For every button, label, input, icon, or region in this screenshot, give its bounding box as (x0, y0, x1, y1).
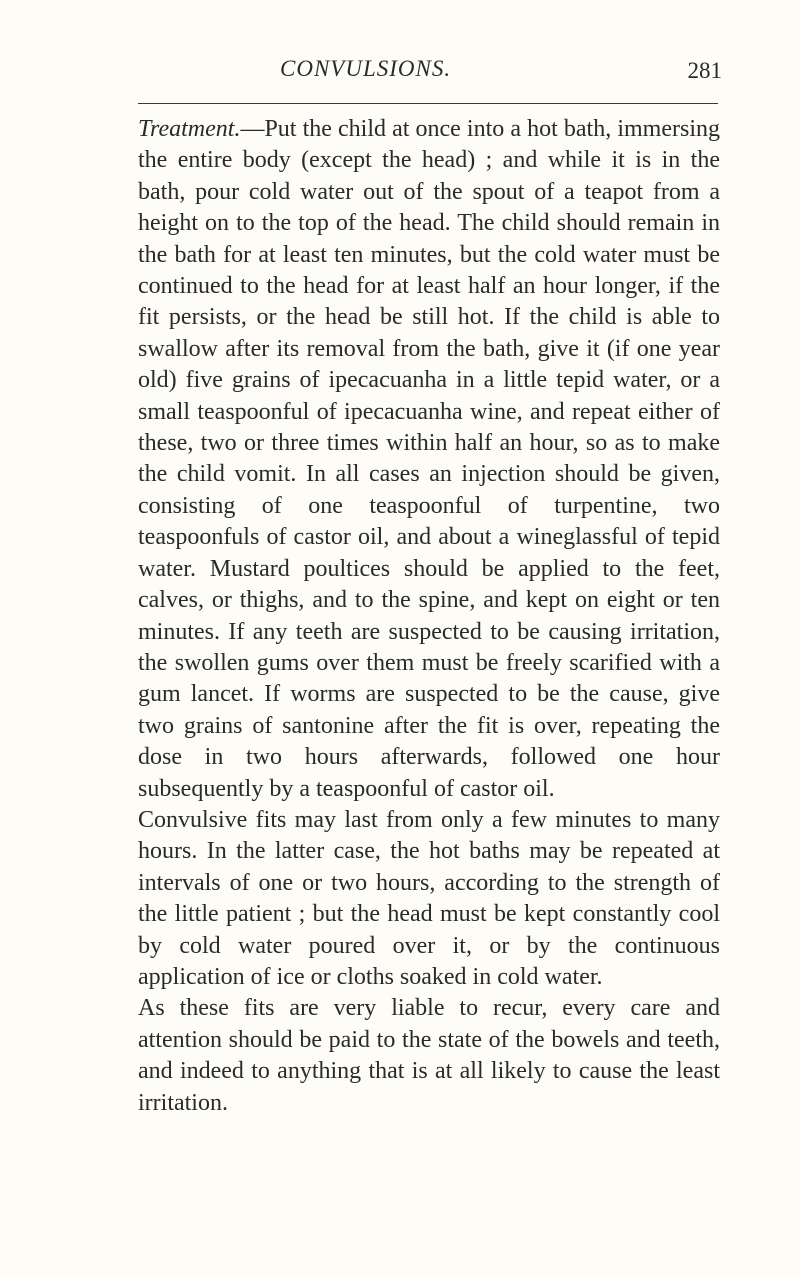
paragraph-text: —Put the child at once into a hot bath, immersing the entire body (except the head) ; and while it is in the bath, pour cold water out of the spout of a teapot from a height on to the top of the head. The child should remain in the bath for at least ten minutes, but the cold water must be continued to the head for at least half an hour longer, if the fit persists, or the head be still hot. If the child is able to swallow after its removal from the bath, give it (if one year old) five grains of ipecacuanha in a little tepid water, or a small teaspoonful of ipecacuanha wine, and repeat either of these, two or three times within half an hour, so as to make the child vomit. In all cases an injection should be given, consisting of one teaspoonful of turpentine, two teaspoonfuls of castor oil, and about a wineglassful of tepid water. Mustard poultices should be applied to the feet, calves, or thighs, and to the spine, and kept on eight or ten minutes. If any teeth are suspected to be causing irritation, the swollen gums over them must be freely scarified with a gum lancet. If worms are suspected to be the cause, give two grains of santonine after the fit is over, repeating the dose in two hours afterwards, followed one hour subsequently by a teaspoonful of castor oil. (138, 116, 720, 802)
paragraph-recurrence (138, 993, 720, 1119)
running-head (280, 56, 740, 92)
paragraph-treatment (138, 114, 720, 805)
paragraph-lead: Treatment. (138, 116, 241, 142)
paragraph-text: As these fits are very liable to recur, every care and attention should be paid to the state of the bowels and teeth, and indeed to anything that is at all likely to cause the least irritation. (138, 995, 720, 1116)
header-rule (138, 103, 718, 104)
paragraph-text: Convulsive fits may last from only a few minutes to many hours. In the latter case, the hot baths may be repeated at intervals of one or two hours, according to the strength of the little patient ; but the head must be kept constantly cool by cold water poured over it, or by the continuous application of ice or cloths soaked in cold water. (138, 806, 720, 990)
running-title: CONVULSIONS. (280, 56, 452, 81)
body-text (138, 114, 720, 1119)
paragraph-duration (138, 805, 720, 993)
page-number: 281 (687, 58, 722, 83)
